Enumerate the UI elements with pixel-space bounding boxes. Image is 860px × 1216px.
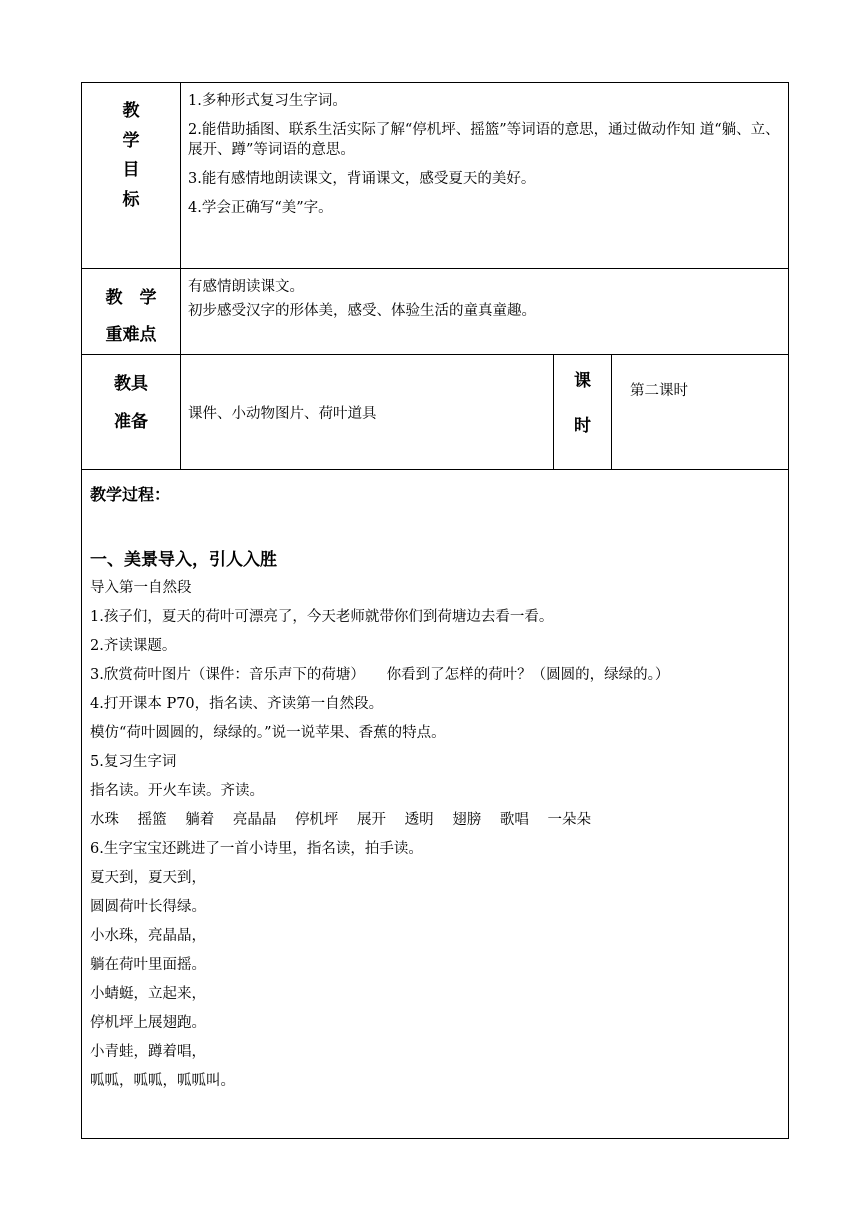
process-line: 1.孩子们，夏天的荷叶可漂亮了，今天老师就带你们到荷塘边去看一看。	[90, 609, 554, 625]
poem-line: 圆圆荷叶长得绿。	[90, 899, 206, 915]
vocab-word: 亮晶晶	[232, 812, 277, 828]
objectives-label-char: 学	[122, 130, 140, 151]
poem-line: 停机坪上展翅跑。	[90, 1015, 206, 1031]
period-label	[554, 355, 612, 470]
tools-label-line1: 教具	[114, 374, 148, 394]
poem-line: 小水珠，亮晶晶，	[90, 928, 206, 944]
tools-row	[82, 355, 789, 470]
poem-line: 夏天到，夏天到，	[90, 870, 206, 886]
poem-line: 躺在荷叶里面摇。	[90, 957, 206, 973]
tools-value: 课件、小动物图片、荷叶道具	[181, 355, 554, 470]
objectives-label-char: 目	[122, 160, 140, 180]
tools-label	[82, 355, 181, 470]
vocab-word: 躺着	[185, 812, 215, 828]
process-line: 2.齐读课题。	[90, 638, 177, 654]
key-difficult-label-line2: 重难点	[105, 325, 157, 345]
tools-label-line2: 准备	[114, 412, 148, 432]
key-difficult-item: 有感情朗读课文。	[188, 279, 304, 295]
process-title: 教学过程：	[90, 485, 171, 504]
vocab-word: 歌唱	[499, 812, 529, 828]
period-value: 第二课时	[612, 355, 789, 470]
period-label-line1: 课	[574, 371, 591, 391]
objectives-content	[181, 83, 789, 269]
objective-item: 2.能借助插图、联系生活实际了解“停机坪、摇篮”等词语的意思，通过做动作知 道“躺、立、展开、蹲”等词语的意思。	[188, 122, 780, 158]
process-content	[82, 470, 789, 1139]
key-difficult-content	[181, 269, 789, 355]
objectives-label-char: 教	[122, 101, 140, 121]
process-line: 指名读。开火车读。齐读。	[90, 783, 264, 799]
objective-item: 4.学会正确写“美”字。	[188, 200, 333, 216]
lesson-plan-table	[81, 82, 789, 1139]
vocab-word: 停机坪	[294, 812, 339, 828]
section-title: 一、美景导入，引人入胜	[90, 550, 277, 570]
vocab-word: 展开	[357, 812, 387, 828]
process-line: 5.复习生字词	[90, 754, 177, 770]
objectives-label	[82, 83, 181, 269]
objective-item: 1.多种形式复习生字词。	[188, 93, 347, 109]
vocab-word: 水珠	[90, 812, 119, 828]
objectives-label-char: 标	[122, 189, 140, 210]
period-label-line2: 时	[574, 416, 591, 436]
process-line: 6.生字宝宝还跳进了一首小诗里，指名读，拍手读。	[90, 841, 423, 857]
process-line: 导入第一自然段	[90, 580, 192, 596]
objectives-row	[82, 83, 789, 269]
key-difficult-item: 初步感受汉字的形体美，感受、体验生活的童真童趣。	[188, 303, 536, 319]
poem-line: 呱呱，呱呱，呱呱叫。	[90, 1073, 235, 1089]
process-line: 3.欣赏荷叶图片（课件：音乐声下的荷塘） 你看到了怎样的荷叶？（圆圆的，绿绿的。）	[90, 667, 670, 683]
vocabulary-words	[90, 810, 781, 830]
process-row	[82, 470, 789, 1139]
vocab-word: 一朵朵	[547, 812, 591, 828]
key-difficult-label-line1: 教 学	[105, 288, 157, 308]
objective-item: 3.能有感情地朗读课文，背诵课文，感受夏天的美好。	[188, 171, 536, 187]
poem-line: 小青蛙，蹲着唱，	[90, 1044, 206, 1060]
vocab-word: 翅膀	[452, 812, 482, 828]
poem-line: 小蜻蜓，立起来，	[90, 986, 206, 1002]
vocab-word: 摇篮	[137, 812, 167, 828]
key-difficult-label	[82, 269, 181, 355]
process-line: 4.打开课本 P70，指名读、齐读第一自然段。	[90, 696, 384, 712]
key-difficult-row	[82, 269, 789, 355]
process-line: 模仿“荷叶圆圆的，绿绿的。”说一说苹果、香蕉的特点。	[90, 725, 446, 741]
vocab-word: 透明	[404, 812, 434, 828]
